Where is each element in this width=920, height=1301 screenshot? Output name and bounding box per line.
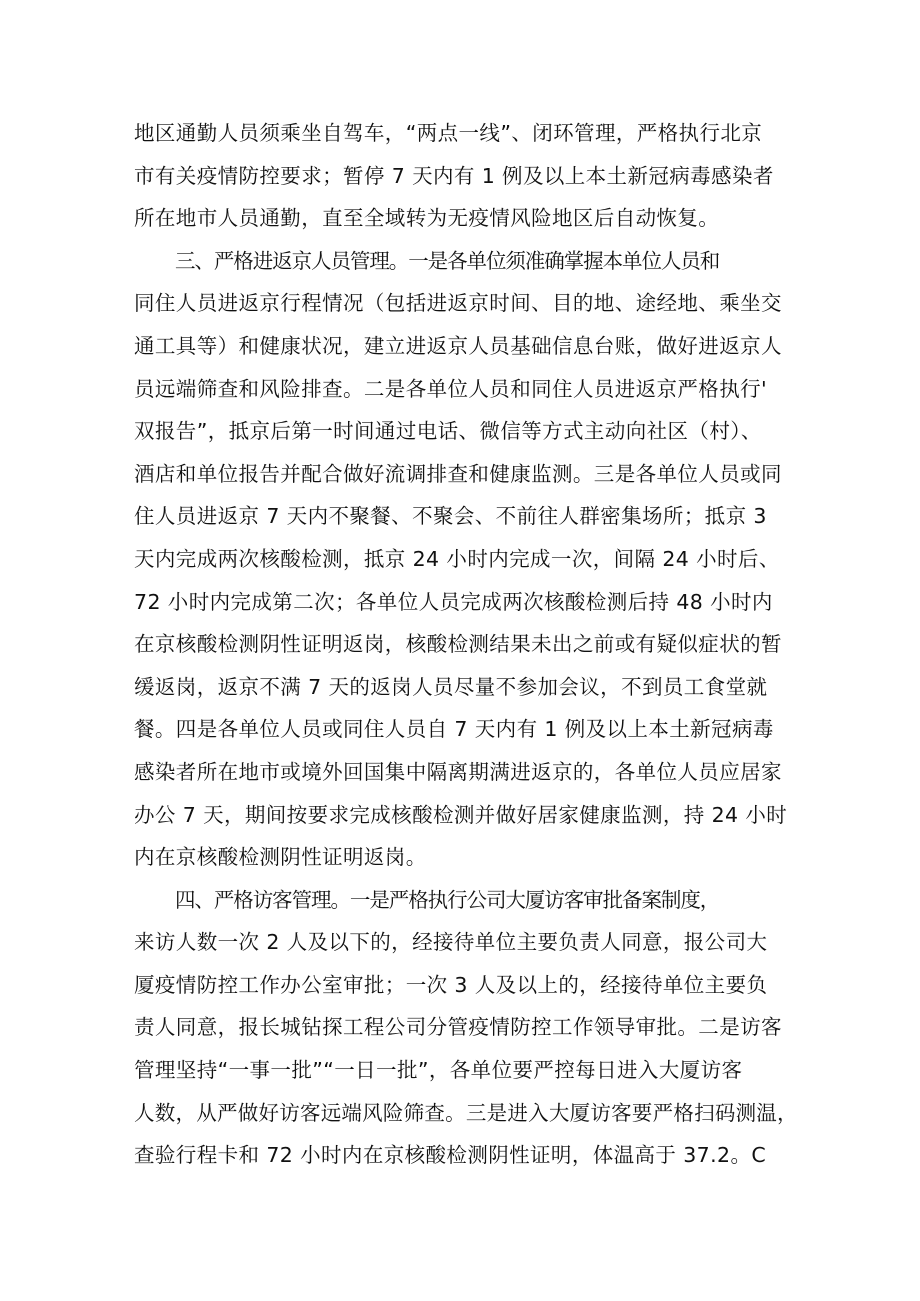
text-line: 四、严格访客管理。一是严格执行公司大厦访客审批备案制度， xyxy=(175,887,720,912)
text-line: 责人同意，报长城钻探工程公司分管疫情防控工作领导审批。二是访客 xyxy=(134,1015,782,1040)
text-line: 72 小时内完成第二次；各单位人员完成两次核酸检测后持 48 小时内 xyxy=(134,589,773,614)
text-line: 市有关疫情防控要求；暂停 7 天内有 1 例及以上本土新冠病毒感染者 xyxy=(134,163,774,188)
paragraph xyxy=(134,879,798,1177)
text-line: 通工具等）和健康状况，建立进返京人员基础信息台账，做好进返京人 xyxy=(134,333,782,358)
text-line: 办公 7 天，期间按要求完成核酸检测并做好居家健康监测，持 24 小时 xyxy=(134,802,788,827)
document-body xyxy=(134,112,798,1177)
text-line: 厦疫情防控工作办公室审批；一次 3 人及以上的，经接待单位主要负 xyxy=(134,972,768,997)
text-line: 缓返岗，返京不满 7 天的返岗人员尽量不参加会议，不到员工食堂就 xyxy=(134,674,768,699)
text-line: 酒店和单位报告并配合做好流调排查和健康监测。三是各单位人员或同 xyxy=(134,461,782,486)
text-line: 管理坚持“一事一批”“一日一批”，各单位要严控每日进入大厦访客 xyxy=(134,1058,743,1083)
text-line: 查验行程卡和 72 小时内在京核酸检测阴性证明，体温高于 37.2。C xyxy=(134,1143,767,1168)
paragraph xyxy=(134,240,798,879)
text-line: 人数，从严做好访客远端风险筛查。三是进入大厦访客要严格扫码测温， xyxy=(134,1100,798,1125)
text-line: 在京核酸检测阴性证明返岗，核酸检测结果未出之前或有疑似症状的暂 xyxy=(134,632,782,657)
text-line: 来访人数一次 2 人及以下的，经接待单位主要负责人同意，报公司大 xyxy=(134,930,768,955)
paragraph xyxy=(134,112,798,240)
text-line: 天内完成两次核酸检测，抵京 24 小时内完成一次，间隔 24 小时后、 xyxy=(134,546,780,571)
text-line: 同住人员进返京行程情况（包括进返京时间、目的地、途经地、乘坐交 xyxy=(134,291,782,316)
text-line: 内在京核酸检测阴性证明返岗。 xyxy=(134,845,427,870)
text-line: 地区通勤人员须乘坐自驾车，“两点一线”、闭环管理，严格执行北京 xyxy=(134,121,763,145)
text-line: 感染者所在地市或境外回国集中隔离期满进返京的，各单位人员应居家 xyxy=(134,759,782,784)
text-line: 员远端筛查和风险排查。二是各单位人员和同住人员进返京严格执行' xyxy=(134,376,768,401)
text-line: 餐。四是各单位人员或同住人员自 7 天内有 1 例及以上本土新冠病毒 xyxy=(134,717,774,742)
text-line: 所在地市人员通勤，直至全域转为无疫情风险地区后自动恢复。 xyxy=(134,206,720,231)
text-line: 三、严格进返京人员管理。一是各单位须准确掌握本单位人员和 xyxy=(175,248,720,273)
text-line: 双报告”，抵京后第一时间通过电话、微信等方式主动向社区（村）、 xyxy=(134,419,762,444)
text-line: 住人员进返京 7 天内不聚餐、不聚会、不前往人群密集场所；抵京 3 xyxy=(134,504,767,529)
